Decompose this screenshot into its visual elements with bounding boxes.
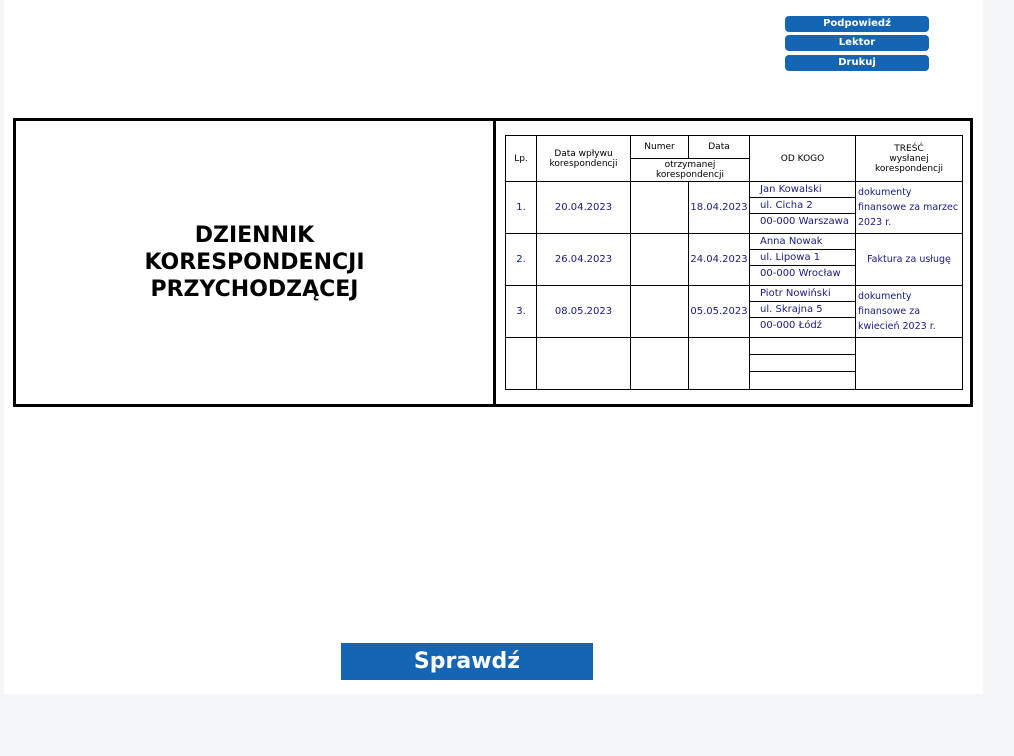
row-from: [750, 286, 856, 338]
row-date-received: 26.04.2023: [537, 234, 631, 286]
reader-button[interactable]: Lektor: [785, 35, 929, 51]
from-street: ul. Skrajna 5: [750, 302, 855, 318]
from-street: ul. Cicha 2: [750, 198, 855, 214]
table-row: [506, 182, 963, 234]
row-lp: 1.: [506, 182, 537, 234]
row-number[interactable]: [631, 182, 689, 234]
row-date: 05.05.2023: [689, 286, 750, 338]
row-number[interactable]: [631, 286, 689, 338]
row-date-received: 08.05.2023: [537, 286, 631, 338]
table-row-empty: [506, 338, 963, 390]
row-lp: [506, 338, 537, 390]
row-date: 24.04.2023: [689, 234, 750, 286]
header-date: Data: [689, 136, 750, 159]
print-button[interactable]: Drukuj: [785, 55, 929, 71]
header-content: [856, 136, 963, 182]
from-name: Piotr Nowiński: [750, 286, 855, 302]
hint-button[interactable]: Podpowiedź: [785, 16, 929, 32]
header-content-sub: wysłanej korespondencji: [875, 153, 943, 174]
row-number[interactable]: [631, 338, 689, 390]
header-content-title: TREŚĆ: [894, 143, 924, 154]
row-from: [750, 182, 856, 234]
row-lp: 2.: [506, 234, 537, 286]
row-from: [750, 234, 856, 286]
correspondence-journal-table: [505, 135, 963, 390]
row-content: Faktura za usługę: [856, 234, 963, 286]
title-area: [16, 121, 496, 404]
row-content: dokumenty finansowe za marzec 2023 r.: [856, 182, 963, 234]
header-lp: Lp.: [506, 136, 537, 182]
exercise-panel: [13, 118, 973, 407]
header-from: OD KOGO: [750, 136, 856, 182]
from-name[interactable]: [750, 338, 855, 355]
header-number: Numer: [631, 136, 689, 159]
row-date: 18.04.2023: [689, 182, 750, 234]
page-title: [144, 222, 364, 303]
row-content[interactable]: [856, 338, 963, 390]
table-row: [506, 286, 963, 338]
title-line-3: PRZYCHODZĄCEJ: [150, 277, 359, 302]
from-city: 00-000 Łódź: [760, 320, 822, 331]
from-city[interactable]: [750, 372, 855, 388]
header-received: otrzymanej korespondencji: [631, 159, 750, 182]
row-date[interactable]: [689, 338, 750, 390]
row-date-received: 20.04.2023: [537, 182, 631, 234]
from-name: Jan Kowalski: [750, 182, 855, 198]
from-city: 00-000 Warszawa: [760, 216, 849, 227]
row-number[interactable]: [631, 234, 689, 286]
title-line-1: DZIENNIK: [194, 223, 315, 248]
from-city: 00-000 Wrocław: [760, 268, 841, 279]
title-line-2: KORESPONDENCJI: [144, 250, 365, 275]
table-row: [506, 234, 963, 286]
from-name: Anna Nowak: [750, 234, 855, 250]
row-content: dokumenty finansowe za kwiecień 2023 r.: [856, 286, 963, 338]
check-button[interactable]: Sprawdź: [341, 643, 593, 680]
from-street: ul. Lipowa 1: [750, 250, 855, 266]
header-date-received: Data wpływu korespondencji: [537, 136, 631, 182]
row-lp: 3.: [506, 286, 537, 338]
row-from[interactable]: [750, 338, 856, 390]
from-street[interactable]: [750, 355, 855, 372]
row-date-received[interactable]: [537, 338, 631, 390]
